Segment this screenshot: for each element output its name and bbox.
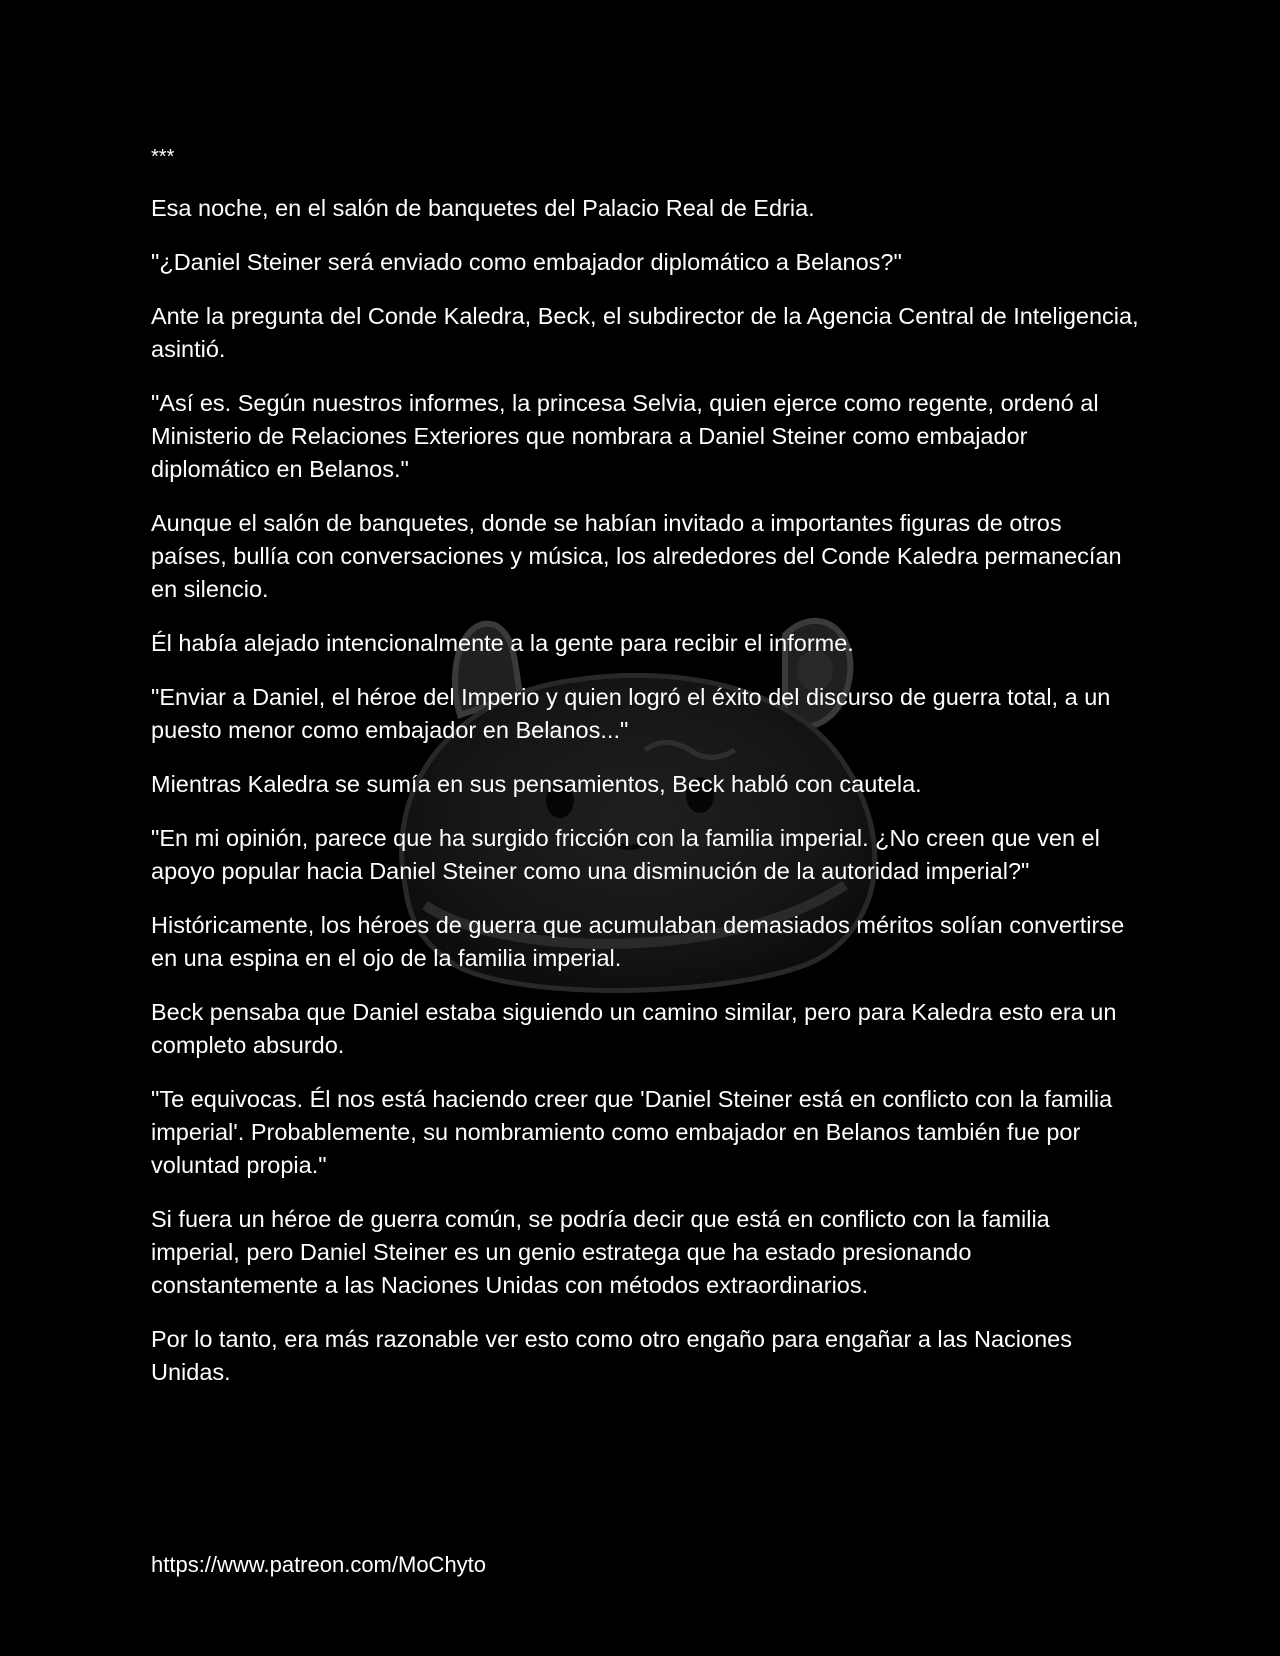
paragraph: Él había alejado intencionalmente a la gente para recibir el informe. — [151, 630, 854, 656]
document-body — [151, 140, 1141, 1410]
paragraph: Beck pensaba que Daniel estaba siguiendo un camino similar, pero para Kaledra esto era un completo absurdo. — [151, 999, 1117, 1058]
paragraph: "Enviar a Daniel, el héroe del Imperio y quien logró el éxito del discurso de guerra total, a un puesto menor como embajador en Belanos..." — [151, 684, 1111, 743]
paragraph: Ante la pregunta del Conde Kaledra, Beck, el subdirector de la Agencia Central de Inteligencia, asintió. — [151, 303, 1139, 362]
paragraph: Mientras Kaledra se sumía en sus pensamientos, Beck habló con cautela. — [151, 771, 922, 797]
paragraph: Esa noche, en el salón de banquetes del Palacio Real de Edria. — [151, 195, 815, 221]
paragraph: Por lo tanto, era más razonable ver esto como otro engaño para engañar a las Naciones Unidas. — [151, 1326, 1072, 1385]
paragraph: Históricamente, los héroes de guerra que acumulaban demasiados méritos solían convertirse en una espina en el ojo de la familia imperial. — [151, 912, 1125, 971]
paragraph: "Así es. Según nuestros informes, la princesa Selvia, quien ejerce como regente, ordenó al Ministerio de Relaciones Exteriores que nombrara a Daniel Steiner como embajador diplomático en Belanos." — [151, 390, 1099, 482]
paragraph: Aunque el salón de banquetes, donde se habían invitado a importantes figuras de otros países, bullía con conversaciones y música, los alrededores del Conde Kaledra permanecían en silencio. — [151, 510, 1122, 602]
paragraph: "En mi opinión, parece que ha surgido fricción con la familia imperial. ¿No creen que ven el apoyo popular hacia Daniel Steiner como una disminución de la autoridad imperial?" — [151, 825, 1100, 884]
patreon-link[interactable]: https://www.patreon.com/MoChyto — [151, 1552, 487, 1577]
paragraph: "¿Daniel Steiner será enviado como embajador diplomático a Belanos?" — [151, 249, 902, 275]
section-separator: *** — [151, 146, 175, 168]
paragraph: "Te equivocas. Él nos está haciendo creer que 'Daniel Steiner está en conflicto con la familia imperial'. Probablemente, su nombramiento como embajador en Belanos también fue por voluntad propia." — [151, 1086, 1113, 1178]
paragraph: Si fuera un héroe de guerra común, se podría decir que está en conflicto con la familia imperial, pero Daniel Steiner es un genio estratega que ha estado presionando constantemente a las Naciones Unidas con métodos extraordinarios. — [151, 1206, 1050, 1298]
